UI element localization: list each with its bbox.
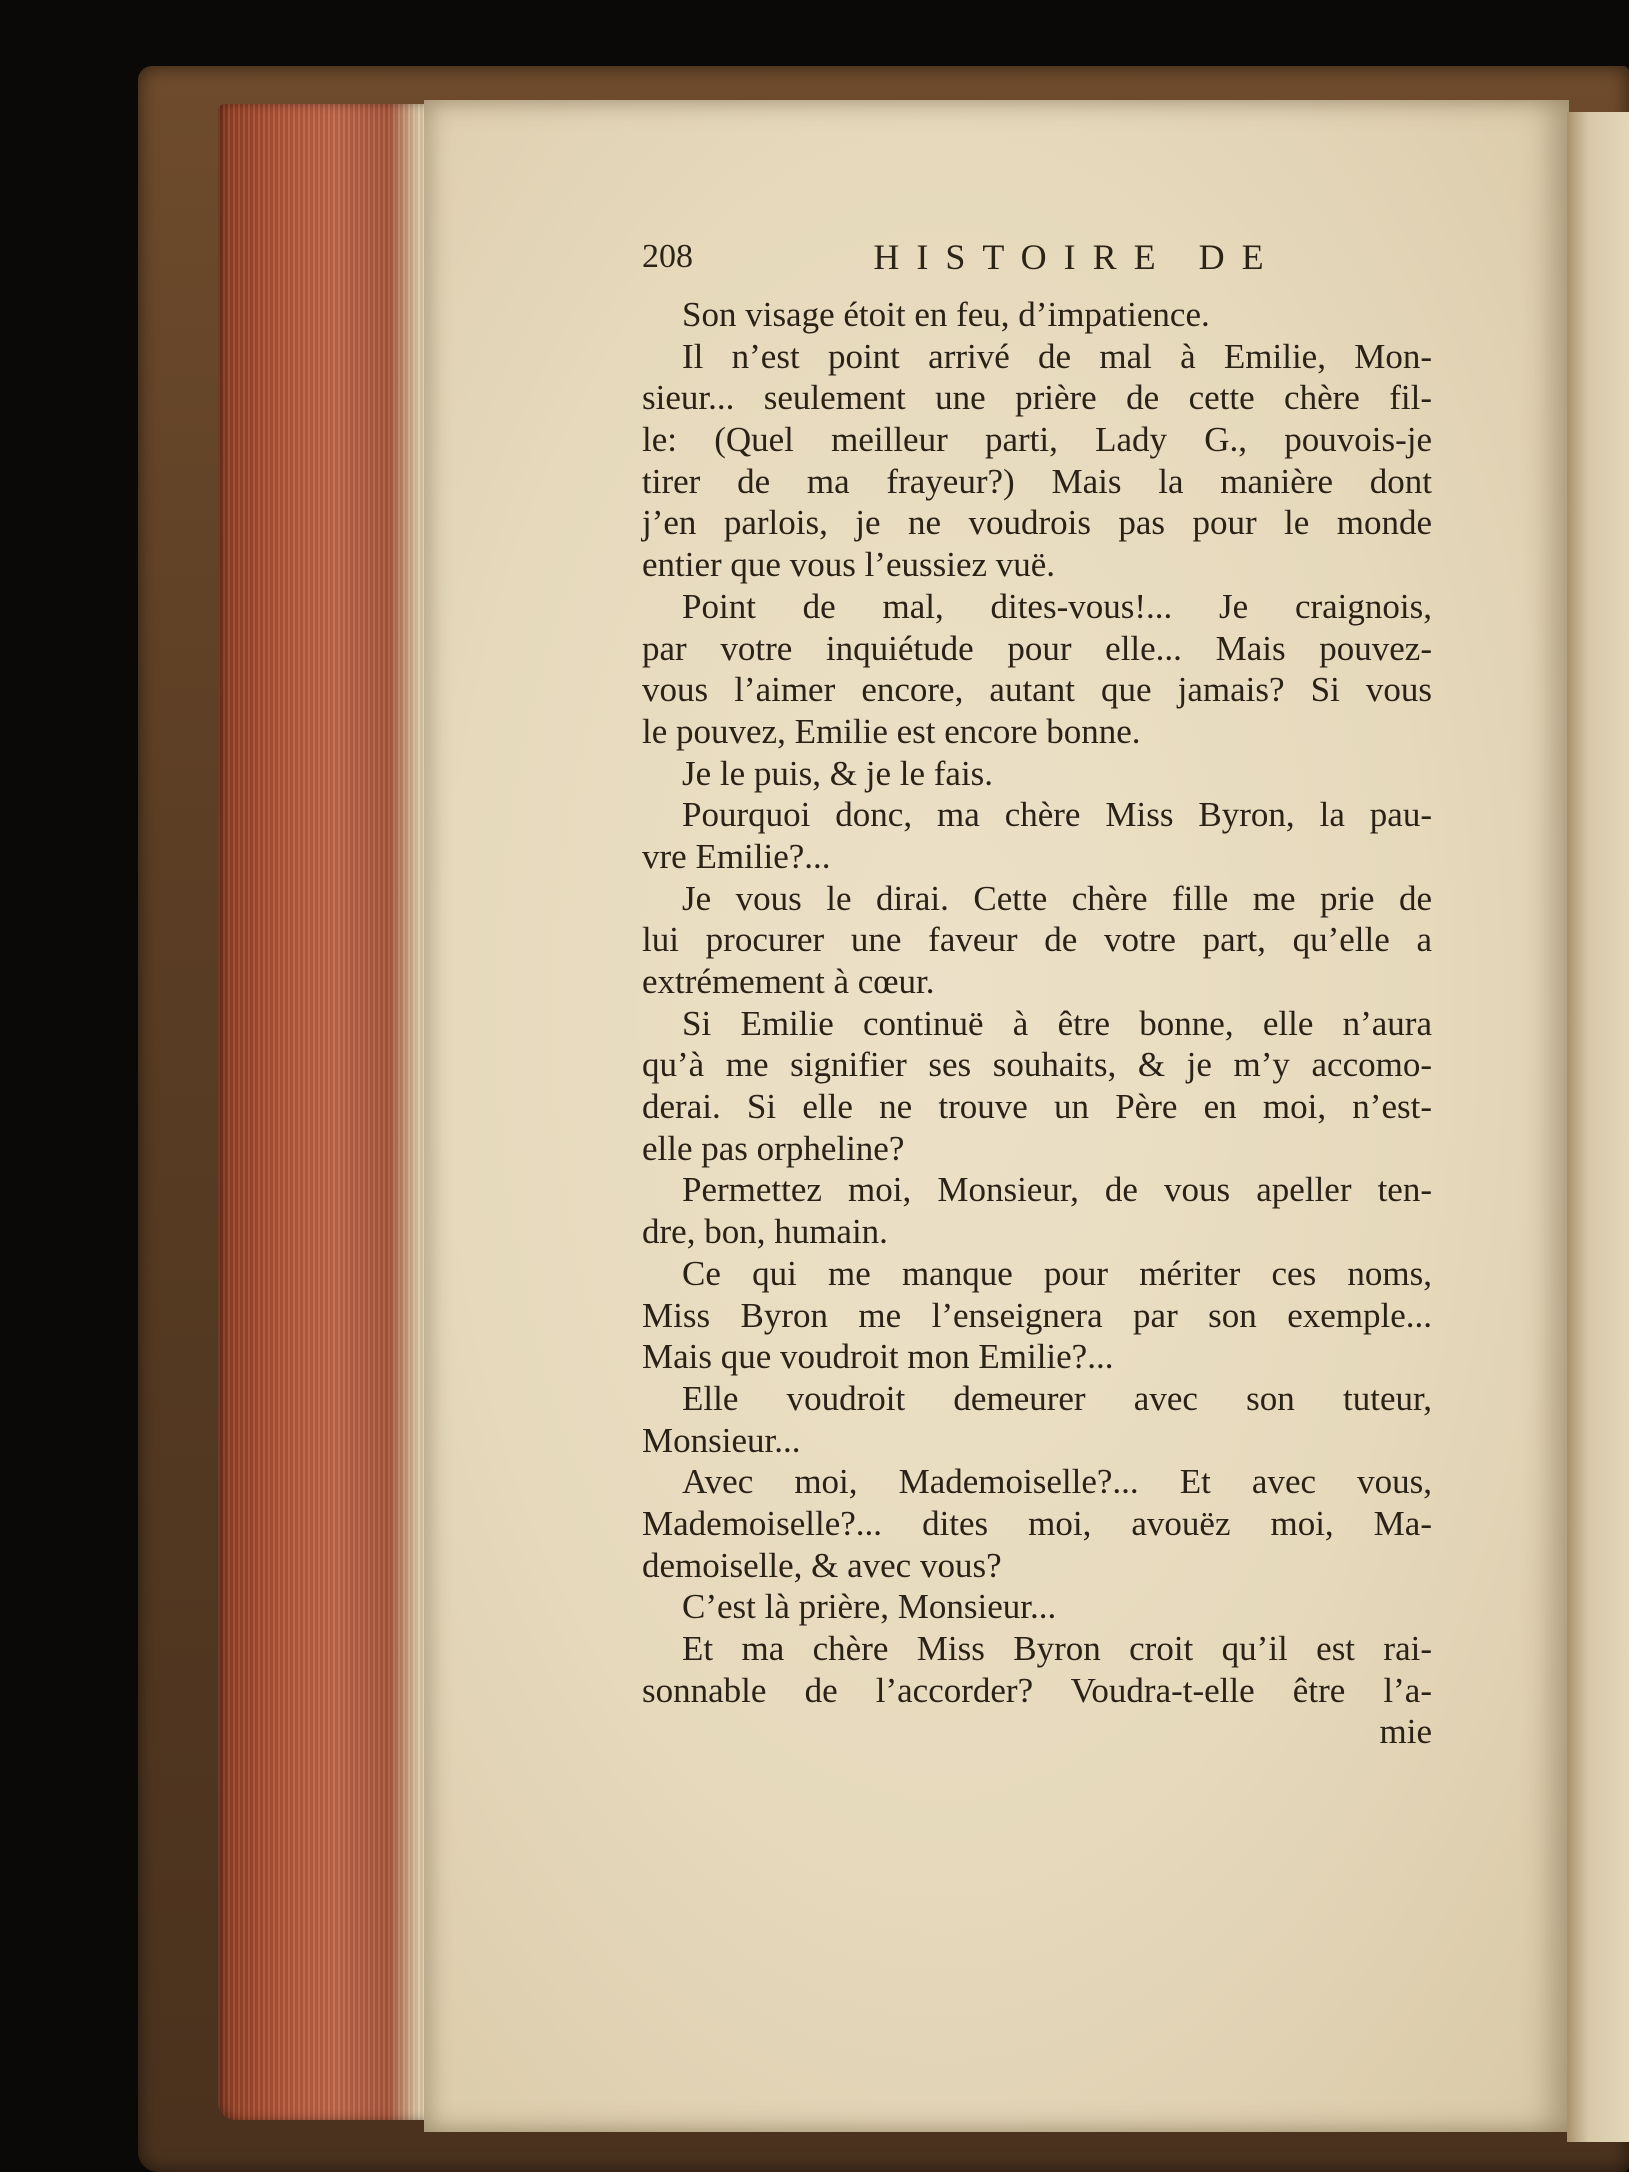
text-line: le pouvez, Emilie est encore bonne. [642, 711, 1141, 751]
text-line: le: (Quel meilleur parti, Lady G., pouvois-je [642, 420, 1432, 460]
text-line: Pourquoi donc, ma chère Miss Byron, la pau- [682, 795, 1432, 835]
text-line: sieur... seulement une prière de cette chère fil- [642, 378, 1432, 418]
text-line: Je le puis, & je le fais. [682, 753, 994, 793]
page-header [642, 232, 1332, 282]
text-line: extrémement à cœur. [642, 962, 935, 1001]
text-line: tirer de ma frayeur?) Mais la manière dont [642, 461, 1432, 501]
text-line: elle pas orpheline? [642, 1128, 905, 1168]
text-line: Et ma chère Miss Byron croit qu’il est rai- [682, 1629, 1432, 1668]
text-line: Ce qui me manque pour mériter ces noms, [682, 1253, 1432, 1293]
facing-page-edge [1567, 112, 1629, 2142]
text-line: Mais que voudroit mon Emilie?... [642, 1337, 1114, 1377]
text-line: demoiselle, & avec vous? [642, 1545, 1002, 1585]
text-line: C’est là prière, Monsieur... [682, 1587, 1057, 1627]
text-line: Monsieur... [642, 1420, 801, 1460]
text-line: j’en parlois, je ne voudrois pas pour le monde [642, 503, 1432, 543]
text-line: Permettez moi, Monsieur, de vous apeller ten- [682, 1170, 1432, 1210]
text-line: par votre inquiétude pour elle... Mais pouvez- [642, 628, 1432, 668]
text-line: Elle voudroit demeurer avec son tuteur, [682, 1378, 1432, 1418]
text-line: derai. Si elle ne trouve un Père en moi, n’est- [642, 1087, 1432, 1127]
text-line: Son visage étoit en feu, d’impatience. [682, 295, 1210, 334]
text-line: Avec moi, Mademoiselle?... Et avec vous, [682, 1462, 1432, 1502]
catchword: mie [1379, 1712, 1432, 1752]
text-line: sonnable de l’accorder? Voudra-t-elle être l’a- [642, 1670, 1432, 1710]
text-line: Si Emilie continuë à être bonne, elle n’aura [682, 1003, 1432, 1043]
body-text [642, 294, 1432, 1753]
text-line: Point de mal, dites-vous!... Je craignois, [682, 586, 1432, 626]
text-line: vous l’aimer encore, autant que jamais? Si vous [642, 670, 1432, 710]
text-line: qu’à me signifier ses souhaits, & je m’y accomo- [642, 1045, 1432, 1085]
text-line: lui procurer une faveur de votre part, qu’elle a [642, 920, 1432, 960]
text-line: Je vous le dirai. Cette chère fille me prie de [682, 878, 1432, 918]
text-line: vre Emilie?... [642, 836, 831, 876]
text-line: Miss Byron me l’enseignera par son exemple... [642, 1295, 1432, 1335]
text-line: dre, bon, humain. [642, 1212, 888, 1252]
text-line: entier que vous l’eussiez vuë. [642, 545, 1056, 585]
text-line: Il n’est point arrivé de mal à Emilie, Mon- [682, 336, 1432, 376]
text-line: Mademoiselle?... dites moi, avouëz moi, Ma- [642, 1503, 1432, 1543]
page-number: 208 [642, 238, 693, 275]
running-title: HISTOIRE DE [873, 237, 1281, 277]
page-edges [218, 104, 432, 2120]
